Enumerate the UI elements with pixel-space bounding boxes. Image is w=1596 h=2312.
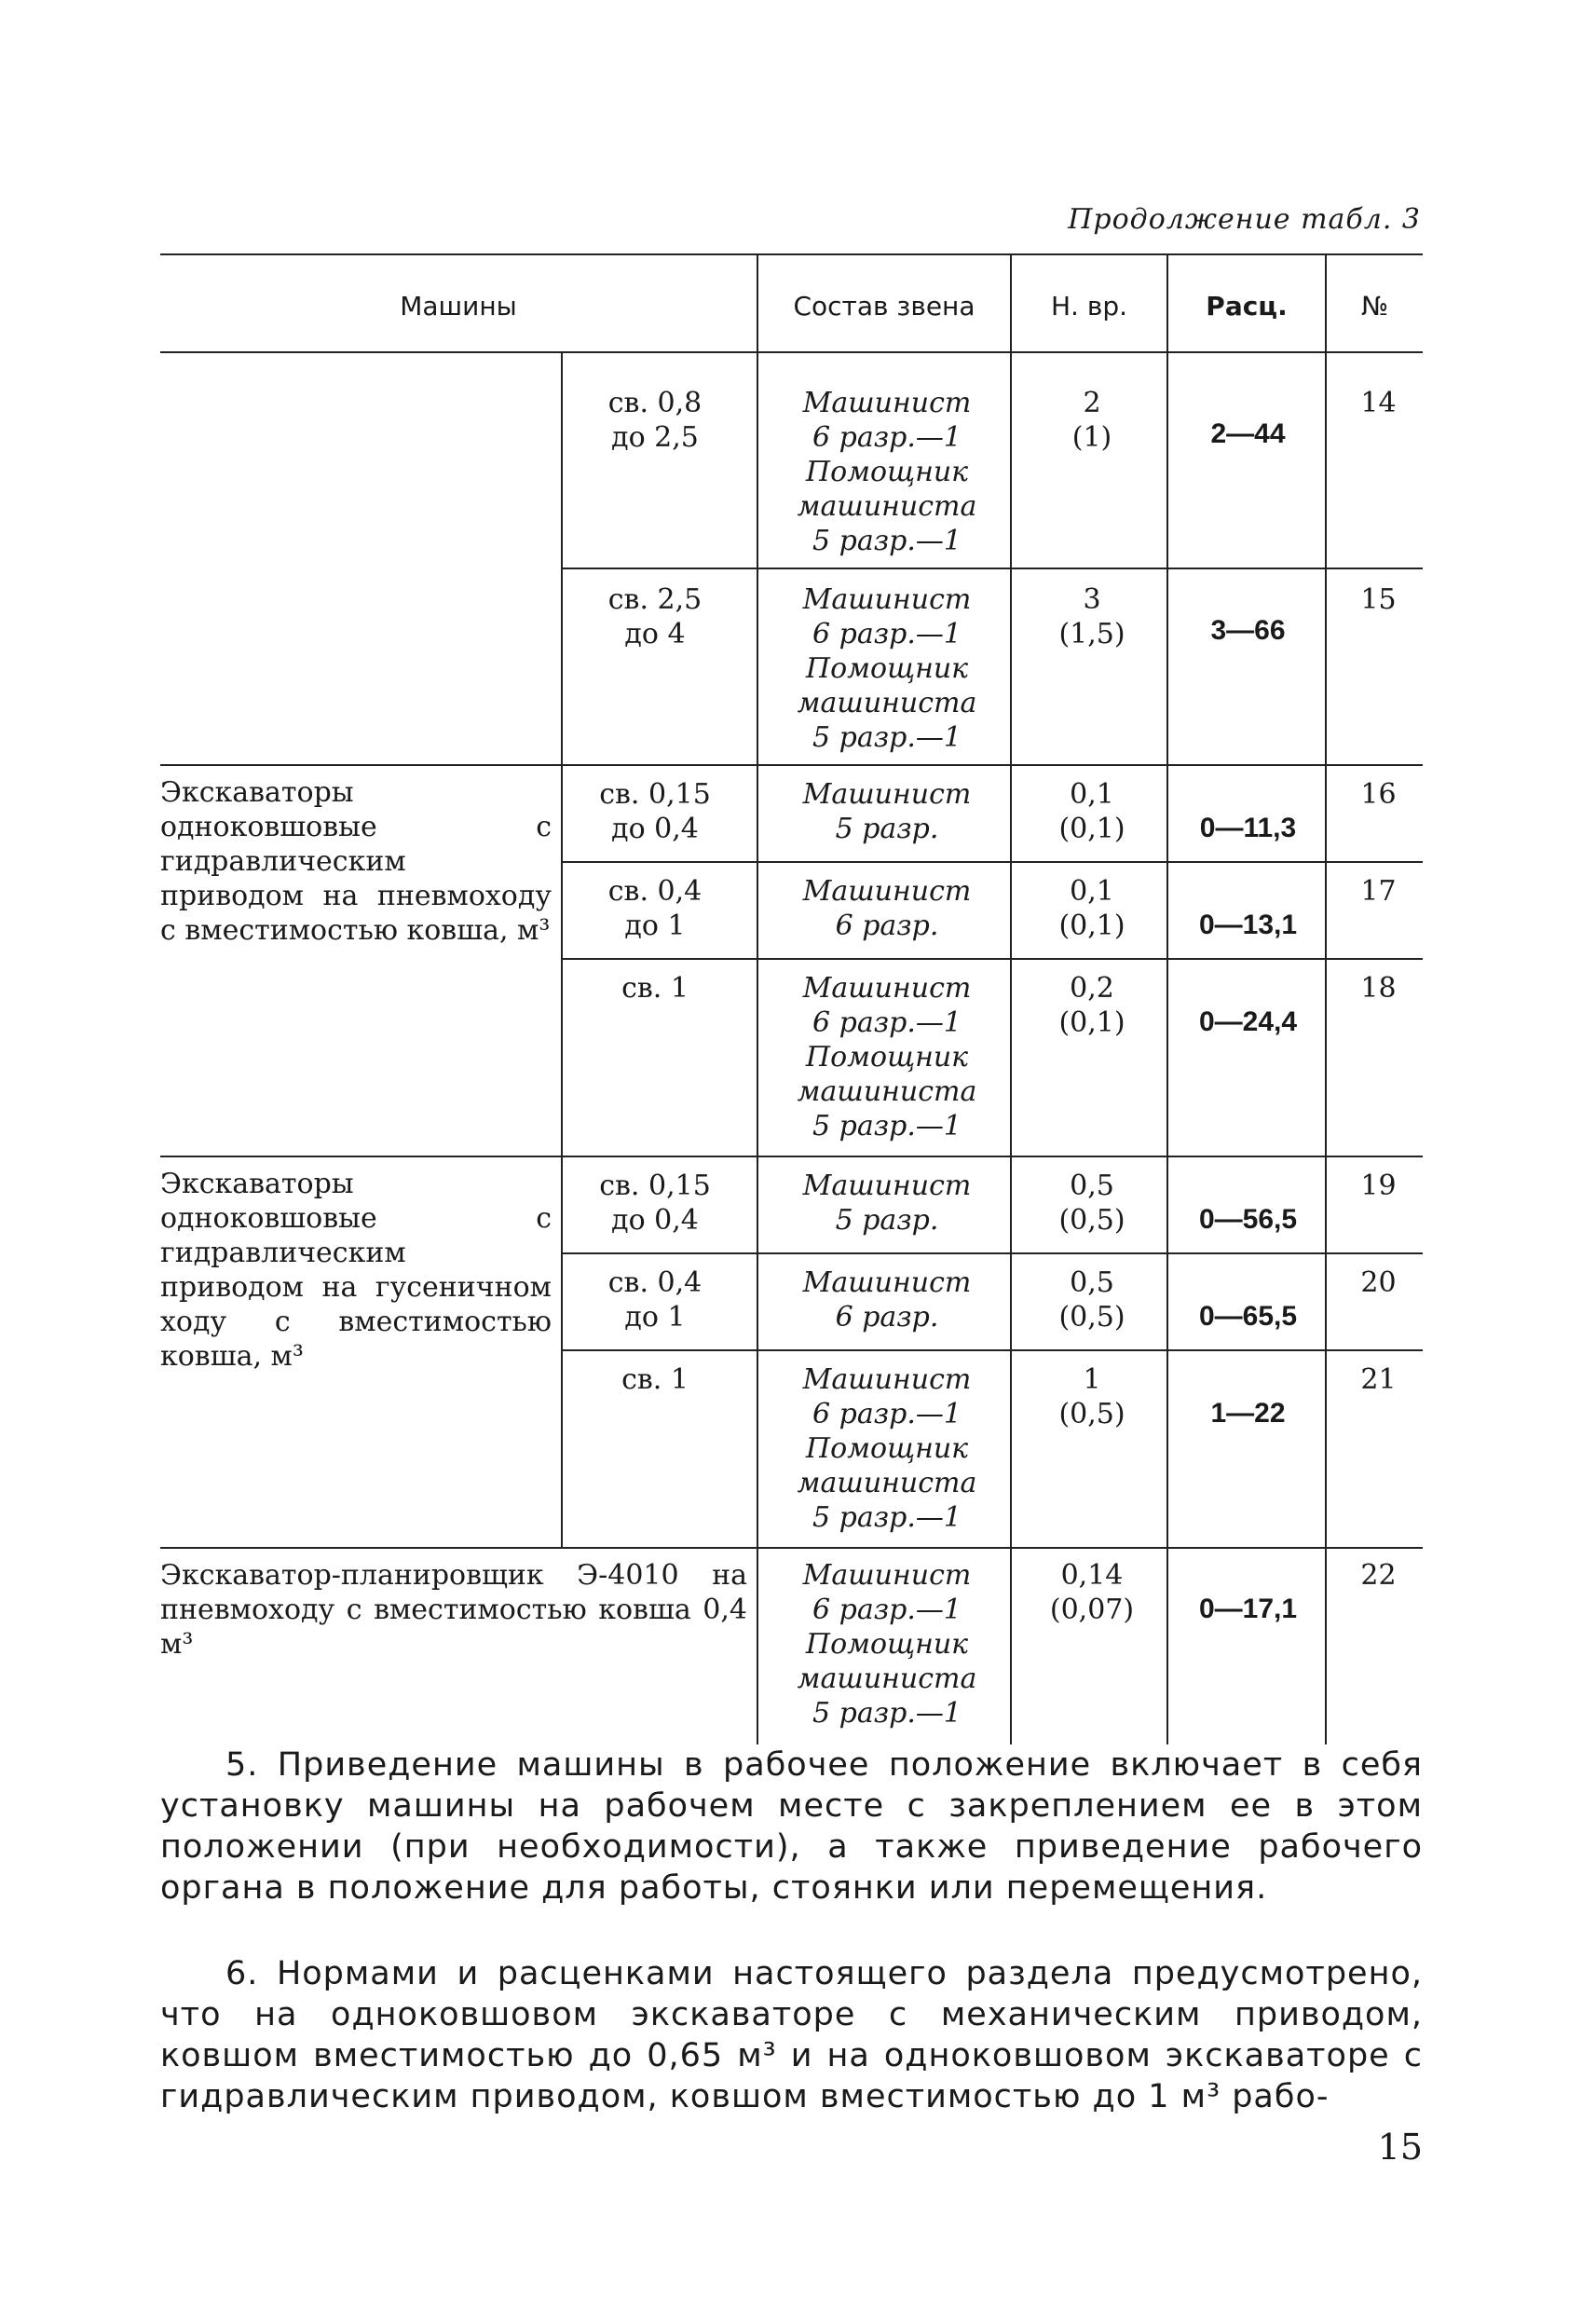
column-divider [1325,253,1327,1744]
cell-crew: Машинист 6 разр. [802,875,972,942]
machine-group-tracked: Экскаваторы одноковшовые с гидравлическим приводом на гусеничном ходу с вместимостью ковша, м³ [160,1168,552,1373]
machine-group-pneumatic: Экскаваторы одноковшовые с гидравлическим приводом на пневмоходу с вместимостью ковша, м³ [160,776,552,947]
header-crew: Состав звена [793,291,975,321]
cell-size: св. 0,4 до 1 [607,1266,703,1334]
cell-crew: Машинист 6 разр.—1 Помощник машиниста 5 разр.—1 [797,387,977,557]
row-rule [160,1547,1423,1549]
cell-rate: 0—65,5 [1198,1301,1298,1332]
cell-rate: 0—56,5 [1198,1204,1298,1235]
cell-size: св. 1 [621,1363,689,1396]
page-number: 15 [1377,2127,1423,2168]
cell-size: св. 0,8 до 2,5 [607,387,703,454]
paragraph-6: 6. Нормами и расценками настоящего раздела предусмотрено, что на одноковшовом экскаваторе с механическим приводом, ковшом вместимостью до 0,65 м³ и на одноковшовом экскаваторе с гидравлическим приводом, ковшом вместимостью до 1 м³ рабо- [160,1955,1423,2115]
cell-rate: 1—22 [1210,1398,1286,1429]
row-rule [160,1156,1423,1157]
cell-size: св. 1 [621,972,689,1005]
paragraph-5: 5. Приведение машины в рабочее положение включает в себя установку машины на рабочем месте с закреплением ее в этом положении (при необходимости), а также приведение рабочего органа в положение для работы, стоянки или перемещения. [160,1746,1423,1907]
cell-number: 15 [1360,583,1397,616]
header-number: № [1360,291,1389,321]
column-divider [757,253,758,1744]
cell-crew: Машинист 5 разр. [802,1170,972,1237]
cell-crew: Машинист 6 разр.—1 Помощник машиниста 5 разр.—1 [797,1559,977,1730]
cell-norm: 0,5 (0,5) [1058,1266,1125,1334]
table-top-rule [160,253,1423,255]
norms-table [160,253,1423,1744]
column-divider [1010,253,1012,1744]
table-caption: Продолжение табл. 3 [1068,203,1421,236]
cell-crew: Машинист 6 разр.—1 Помощник машиниста 5 разр.—1 [797,1363,977,1534]
cell-rate: 0—11,3 [1199,813,1297,843]
cell-norm: 0,5 (0,5) [1058,1170,1125,1237]
cell-crew: Машинист 6 разр. [802,1266,972,1334]
cell-number: 21 [1360,1363,1397,1396]
cell-size: св. 0,4 до 1 [607,875,703,942]
cell-norm: 0,14 (0,07) [1049,1559,1135,1626]
cell-norm: 0,1 (0,1) [1058,778,1125,845]
header-rate: Расц. [1206,291,1288,321]
header-bottom-rule [160,351,1423,353]
cell-norm: 0,2 (0,1) [1058,972,1125,1039]
cell-crew: Машинист 5 разр. [802,778,972,845]
header-norm: Н. вр. [1050,291,1128,321]
header-machines: Машины [400,291,517,321]
cell-rate: 2—44 [1210,418,1286,449]
column-divider [1166,253,1168,1744]
cell-number: 14 [1360,387,1397,419]
cell-number: 20 [1360,1266,1397,1299]
row-rule [160,764,1423,766]
cell-rate: 0—24,4 [1198,1006,1298,1037]
cell-number: 17 [1360,875,1397,908]
row-rule [561,1349,1423,1351]
cell-crew: Машинист 6 разр.—1 Помощник машиниста 5 разр.—1 [797,972,977,1142]
cell-size: св. 0,15 до 0,4 [599,1170,711,1237]
cell-norm: 0,1 (0,1) [1058,875,1125,942]
machine-group-planner: Экскаватор-планировщик Э-4010 на пневмоходу с вместимостью ковша 0,4 м³ [160,1559,747,1661]
cell-crew: Машинист 6 разр.—1 Помощник машиниста 5 разр.—1 [797,583,977,754]
row-rule [561,1252,1423,1254]
cell-norm: 3 (1,5) [1058,583,1125,650]
row-rule [561,861,1423,863]
cell-rate: 0—13,1 [1198,910,1298,940]
cell-rate: 0—17,1 [1198,1594,1298,1624]
row-rule [561,568,1423,569]
cell-number: 22 [1360,1559,1397,1592]
cell-number: 19 [1360,1170,1397,1202]
cell-number: 16 [1360,778,1397,811]
cell-number: 18 [1360,972,1397,1005]
cell-size: св. 2,5 до 4 [607,583,703,650]
cell-norm: 1 (0,5) [1058,1363,1125,1430]
cell-rate: 3—66 [1210,615,1286,646]
row-rule [561,958,1423,960]
cell-size: св. 0,15 до 0,4 [599,778,711,845]
cell-norm: 2 (1) [1071,387,1112,454]
